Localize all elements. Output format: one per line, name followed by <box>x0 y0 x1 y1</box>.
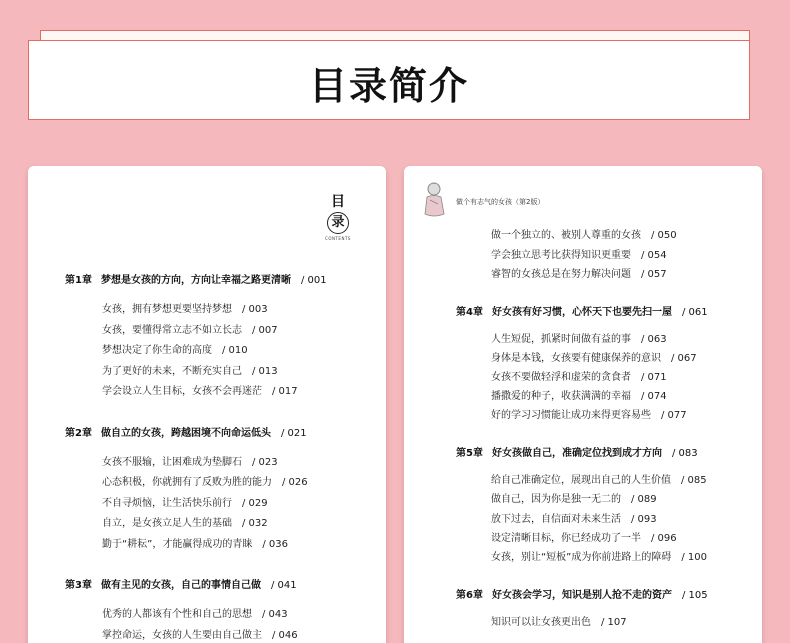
toc-item-text: 做一个独立的、被别人尊重的女孩 <box>491 230 641 241</box>
chapter-page: / 041 <box>271 580 297 591</box>
toc-item-text: 好的学习习惯能让成功来得更容易些 <box>491 410 651 421</box>
chapter-number: 第1章 <box>65 275 92 286</box>
toc-item-page: / 063 <box>641 334 667 345</box>
toc-item[interactable] <box>491 349 697 364</box>
chapter-number: 第6章 <box>456 590 483 601</box>
toc-item[interactable] <box>491 613 627 628</box>
toc-item-text: 掌控命运，女孩的人生要由自己做主 <box>102 630 262 641</box>
toc-item[interactable] <box>102 535 288 550</box>
toc-item[interactable] <box>102 494 268 509</box>
toc-item-page: / 054 <box>641 250 667 261</box>
toc-item-text: 女孩不服输，让困难成为垫脚石 <box>102 457 242 468</box>
toc-item-page: / 023 <box>252 457 278 468</box>
chapter-title: 好女孩会学习，知识是别人抢不走的资产 <box>492 590 672 601</box>
toc-item-text: 梦想决定了你生命的高度 <box>102 345 212 356</box>
toc-item[interactable] <box>491 368 667 383</box>
toc-item[interactable] <box>102 453 278 468</box>
toc-item-page: / 077 <box>661 410 687 421</box>
toc-item[interactable] <box>102 626 298 641</box>
chapter-number: 第4章 <box>456 307 483 318</box>
toc-item[interactable] <box>102 605 288 620</box>
toc-item-text: 女孩，拥有梦想更要坚持梦想 <box>102 304 232 315</box>
toc-item-text: 身体是本钱，女孩要有健康保养的意识 <box>491 353 661 364</box>
toc-item-text: 设定清晰目标，你已经成功了一半 <box>491 533 641 544</box>
chapter-page: / 105 <box>682 590 708 601</box>
toc-item-page: / 013 <box>252 366 278 377</box>
toc-item-text: 人生短促，抓紧时间做有益的事 <box>491 334 631 345</box>
toc-item[interactable] <box>102 362 278 377</box>
toc-item[interactable] <box>102 321 278 336</box>
toc-item[interactable] <box>491 265 667 280</box>
toc-item-text: 学会独立思考比获得知识更重要 <box>491 250 631 261</box>
toc-item[interactable] <box>491 490 657 505</box>
contents-mark <box>318 191 358 241</box>
toc-item-text: 播撒爱的种子，收获满满的幸福 <box>491 391 631 402</box>
chapter-page: / 083 <box>672 448 698 459</box>
toc-item-text: 女孩，要懂得常立志不如立长志 <box>102 325 242 336</box>
toc-item[interactable] <box>491 510 657 525</box>
toc-item-page: / 029 <box>242 498 268 509</box>
toc-item-text: 勤于“耕耘”，才能赢得成功的青睐 <box>102 539 253 550</box>
banner-title: 目录简介 <box>308 64 469 108</box>
toc-item[interactable] <box>491 471 707 486</box>
toc-item-text: 自立，是女孩立足人生的基础 <box>102 518 232 529</box>
chapter-heading[interactable] <box>456 586 708 601</box>
left-page <box>28 166 386 643</box>
contents-mark-circle: 录 <box>327 212 349 234</box>
toc-item-text: 做自己，因为你是独一无二的 <box>491 494 621 505</box>
toc-item-page: / 032 <box>242 518 268 529</box>
toc-item[interactable] <box>102 341 248 356</box>
toc-item[interactable] <box>491 548 707 563</box>
chapter-title: 好女孩有好习惯，心怀天下也要先扫一屋 <box>492 307 672 318</box>
chapter-title: 好女孩做自己，准确定位找到成才方向 <box>492 448 662 459</box>
toc-item-page: / 089 <box>631 494 657 505</box>
chapter-page: / 001 <box>301 275 327 286</box>
toc-item-page: / 003 <box>242 304 268 315</box>
toc-item[interactable] <box>491 330 667 345</box>
toc-item-page: / 036 <box>262 539 289 550</box>
toc-item-text: 睿智的女孩总是在努力解决问题 <box>491 269 631 280</box>
toc-item[interactable] <box>491 406 687 421</box>
toc-item-text: 女孩不要做轻浮和虚荣的贪食者 <box>491 372 631 383</box>
toc-item-text: 不自寻烦恼，让生活快乐前行 <box>102 498 232 509</box>
toc-item-page: / 067 <box>671 353 697 364</box>
toc-item[interactable] <box>102 382 298 397</box>
chapter-title: 做有主见的女孩，自己的事情自己做 <box>101 580 261 591</box>
chapter-number: 第5章 <box>456 448 483 459</box>
girl-illustration-icon <box>422 180 448 220</box>
toc-item-text: 放下过去，自信面对未来生活 <box>491 514 621 525</box>
toc-item-page: / 071 <box>641 372 667 383</box>
toc-item-page: / 026 <box>282 477 308 488</box>
right-page <box>404 166 762 643</box>
toc-item-text: 给自己准确定位，展现出自己的人生价值 <box>491 475 671 486</box>
toc-item-page: / 074 <box>641 391 667 402</box>
toc-item-text: 优秀的人都该有个性和自己的思想 <box>102 609 252 620</box>
chapter-page: / 061 <box>682 307 708 318</box>
toc-item[interactable] <box>491 529 677 544</box>
toc-item-page: / 107 <box>601 617 627 628</box>
toc-item[interactable] <box>491 246 667 261</box>
toc-item-page: / 007 <box>252 325 278 336</box>
toc-item-page: / 093 <box>631 514 657 525</box>
toc-item-text: 心态积极，你就拥有了反败为胜的能力 <box>102 477 272 488</box>
toc-item[interactable] <box>102 514 268 529</box>
toc-item-page: / 057 <box>641 269 667 280</box>
chapter-heading[interactable] <box>65 424 307 439</box>
chapter-page: / 021 <box>281 428 307 439</box>
chapter-heading[interactable] <box>65 576 297 591</box>
banner <box>28 40 750 120</box>
toc-item-text: 学会设立人生目标，女孩不会再迷茫 <box>102 386 262 397</box>
toc-item[interactable] <box>102 473 308 488</box>
toc-item-text: 女孩，别让“短板”成为你前进路上的障碍 <box>491 552 672 563</box>
contents-mark-sub: CONTENTS <box>325 236 351 241</box>
toc-item-page: / 046 <box>272 630 298 641</box>
toc-item-text: 知识可以让女孩更出色 <box>491 617 591 628</box>
chapter-heading[interactable] <box>456 444 698 459</box>
toc-item[interactable] <box>491 387 667 402</box>
toc-item-page: / 010 <box>222 345 248 356</box>
toc-item-text: 为了更好的未来，不断充实自己 <box>102 366 242 377</box>
toc-item-page: / 100 <box>681 552 708 563</box>
toc-item[interactable] <box>102 300 268 315</box>
toc-item-page: / 085 <box>681 475 707 486</box>
toc-item-page: / 050 <box>651 230 677 241</box>
chapter-number: 第3章 <box>65 580 92 591</box>
toc-item[interactable] <box>491 226 677 241</box>
chapter-title: 梦想是女孩的方向，方向让幸福之路更清晰 <box>101 275 291 286</box>
contents-mark-top: 目 <box>331 194 345 210</box>
chapter-heading[interactable] <box>456 303 708 318</box>
toc-item-page: / 043 <box>262 609 288 620</box>
chapter-heading[interactable] <box>65 271 327 286</box>
running-header: 做个有志气的女孩（第2版） <box>456 198 545 206</box>
chapter-number: 第2章 <box>65 428 92 439</box>
toc-item-page: / 017 <box>272 386 298 397</box>
toc-item-page: / 096 <box>651 533 677 544</box>
chapter-title: 做自立的女孩，跨越困境不向命运低头 <box>101 428 271 439</box>
